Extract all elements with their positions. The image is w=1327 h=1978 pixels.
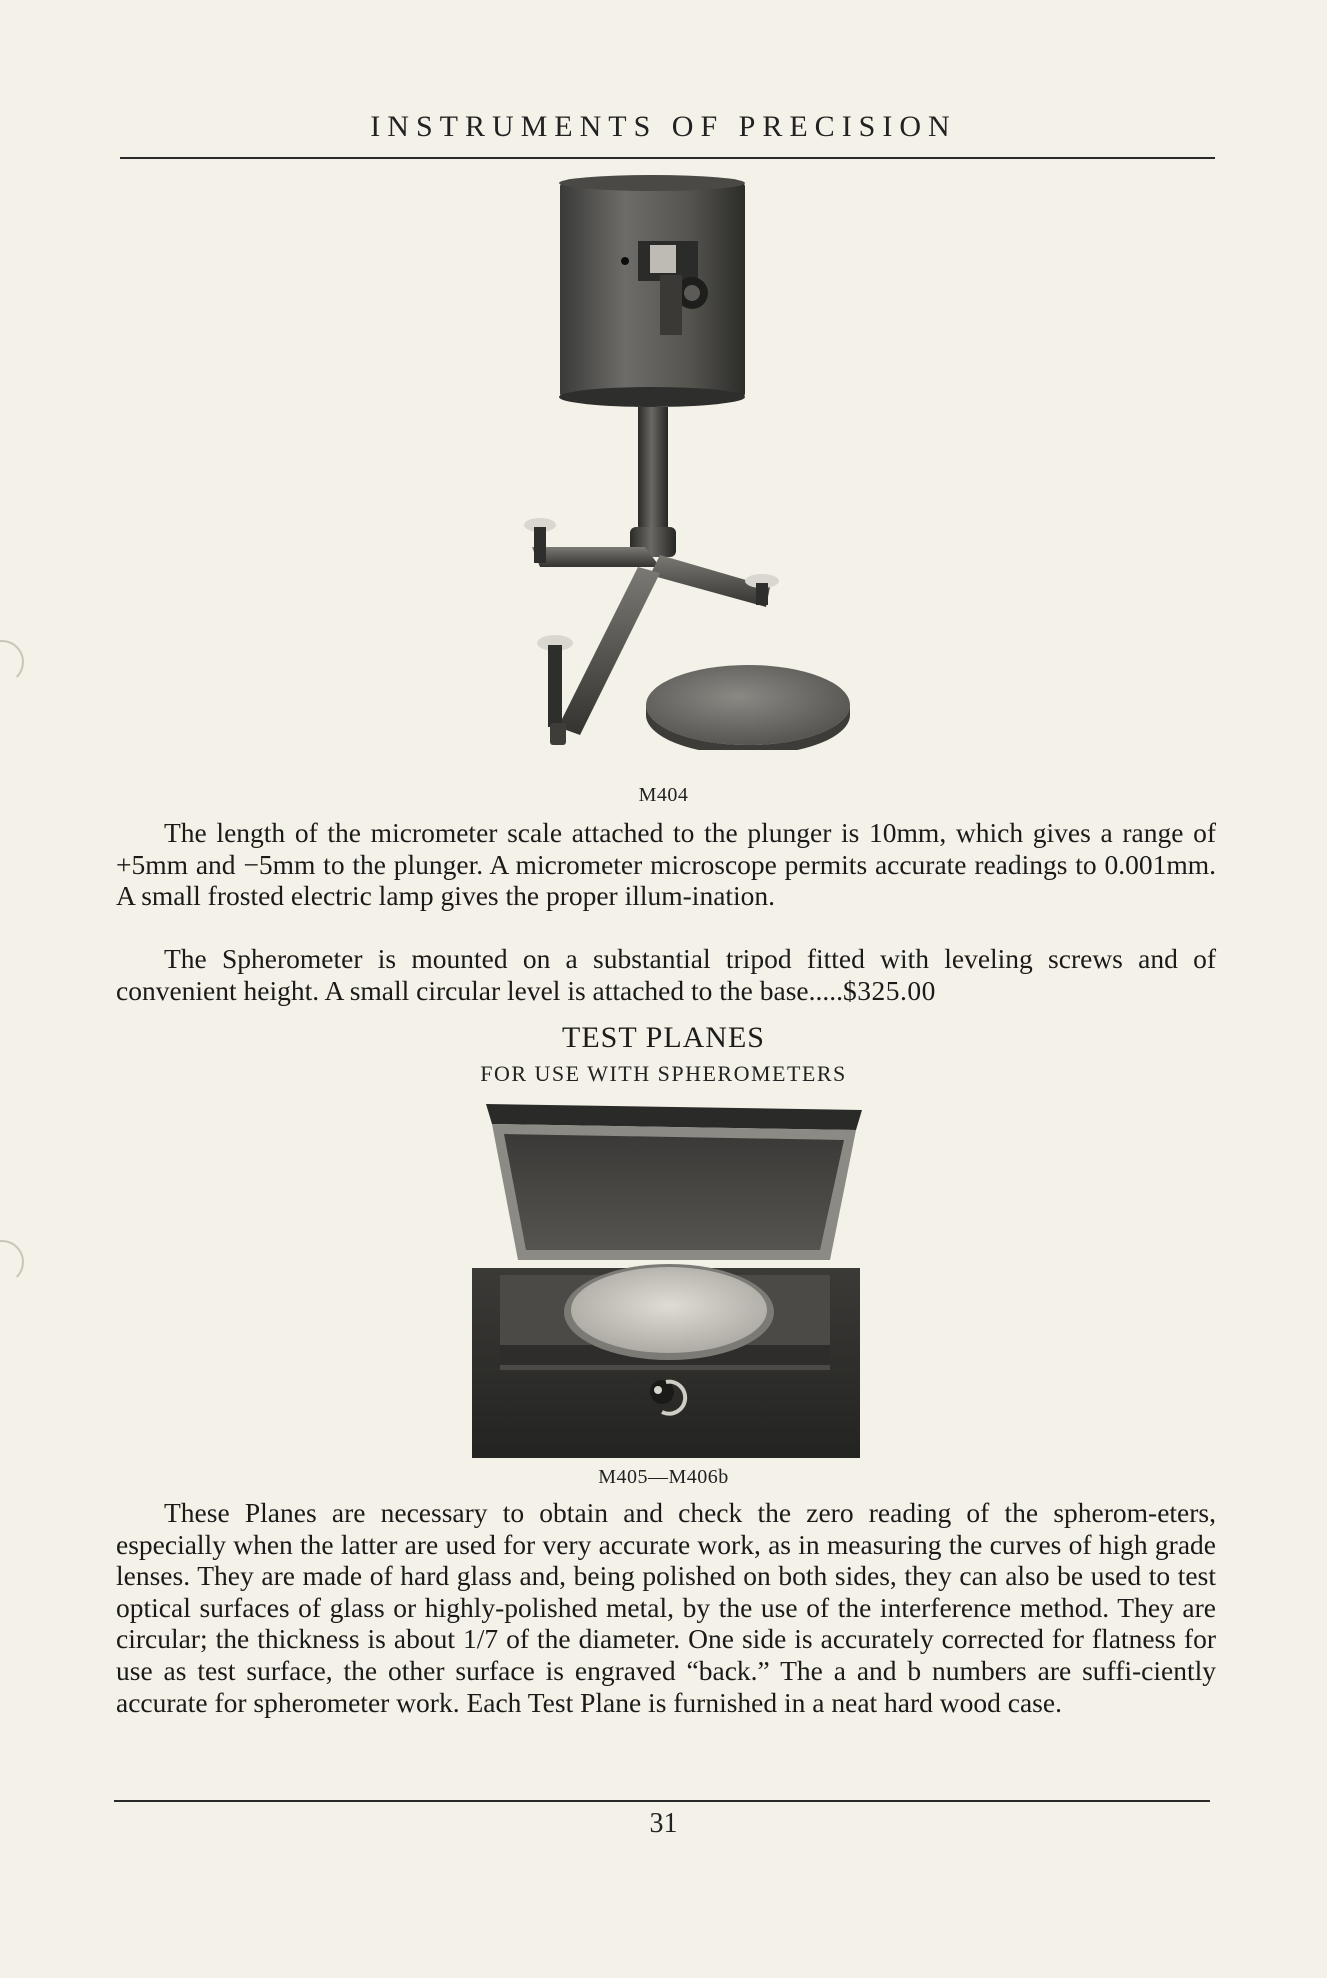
paragraph-tripod-text: The Spherometer is mounted on a substantial tripod fitted with leveling screws and of convenient height. A small circular level is attached to the base [116,943,1216,1006]
paragraph-micrometer [116,817,1216,912]
running-head: INSTRUMENTS OF PRECISION [370,110,957,143]
paragraph-test-planes [116,1497,1216,1718]
figure-caption-m404: M404 [638,784,689,806]
dot-leader: ..... [808,974,843,1006]
paragraph-test-planes-text: These Planes are necessary to obtain and check the zero reading of the spherom-eters, especially when the latter are used for very accurate work, as in measuring the curves of high grade lenses. They are made of hard glass and, being polished on both sides, they can also be used to test optical surfaces of glass or highly-polished metal, by the use of the interference method. They are circular; the thickness is about 1/7 of the diameter. One side is accurately corrected for flatness for use as test surface, the other surface is engraved “back.” The a and b numbers are suffi-ciently accurate for spherometer work. Each Test Plane is furnished in a neat hard wood case. [116,1497,1216,1718]
binder-hole-mark [0,1240,24,1284]
spherometer-illustration [510,175,870,750]
figure-caption-m405: M405—M406b [598,1466,729,1488]
header-rule [120,157,1215,159]
page-number: 31 [649,1808,678,1839]
section-subheading: FOR USE WITH SPHEROMETERS [480,1061,847,1086]
binder-hole-mark [0,640,24,684]
price: $325.00 [843,974,936,1006]
paragraph-micrometer-text: The length of the micrometer scale attached to the plunger is 10mm, which gives a range of +5mm and −5mm to the plunger. A micrometer microscope permits accurate readings to 0.001mm. A small frosted electric lamp gives the proper illum-ination. [116,817,1216,912]
paragraph-tripod [116,943,1216,1006]
section-heading: TEST PLANES [562,1021,765,1054]
footer-rule [114,1800,1210,1802]
test-plane-case-illustration [470,1100,862,1460]
